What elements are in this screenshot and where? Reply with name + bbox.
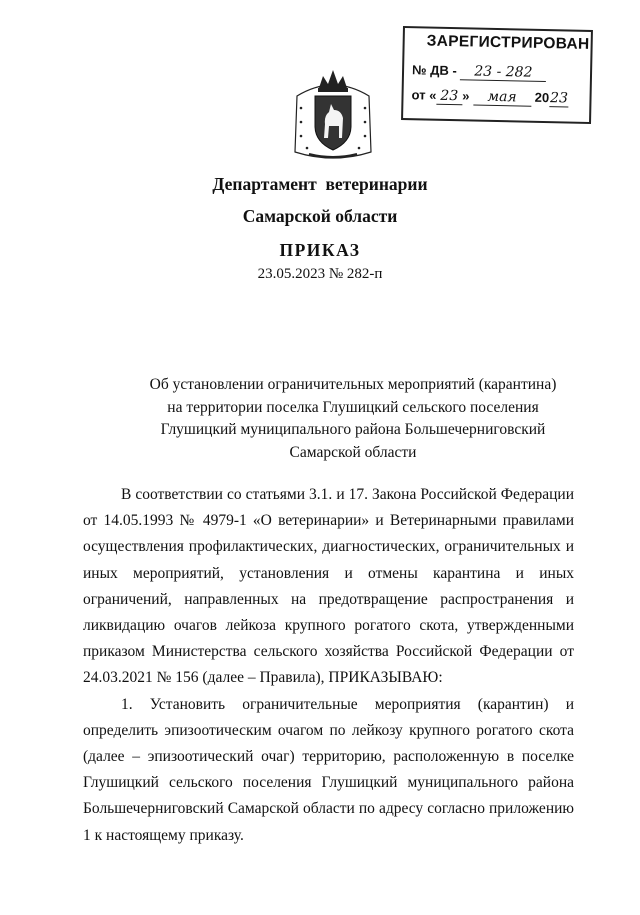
order-title: ПРИКАЗ <box>279 240 361 260</box>
body-line: Глушицкий сельского поселения Глушицкий муниципального района <box>83 774 574 792</box>
stamp-year-suffix: 23 <box>549 90 569 107</box>
department-line-1: Департамент ветеринарии <box>212 174 428 194</box>
order-body <box>83 482 574 849</box>
stamp-registration-row <box>412 62 547 82</box>
subject-line: Глушицкий муниципального района Большечерниговский <box>160 421 546 438</box>
stamp-date-prefix: от « <box>411 87 437 103</box>
body-line: ликвидацию очагов лейкоза крупного рогатого скота, утвержденными <box>83 617 574 635</box>
body-line: В соответствии со статьями 3.1. и 17. Закона Российской Федерации <box>121 486 574 503</box>
stamp-reg-number: 23 - 282 <box>460 63 546 82</box>
body-line: от 14.05.1993 № 4979-1 «О ветеринарии» и Ветеринарными правилами <box>83 512 574 530</box>
body-line: Большечерниговский Самарской области по адресу согласно приложению <box>83 800 574 818</box>
department-line-2: Самарской области <box>242 206 398 226</box>
samara-coat-of-arms-icon <box>291 66 375 162</box>
stamp-month: мая <box>473 89 531 107</box>
body-line: осуществления профилактических, диагностических, ограничительных и <box>83 538 574 556</box>
department-name <box>0 168 640 232</box>
body-line: иных мероприятий, установления и отмены карантина и иных <box>83 564 574 582</box>
stamp-day: 23 <box>436 88 462 106</box>
body-line: (далее – эпизоотический очаг) территорию, расположенную в поселке <box>83 748 574 766</box>
body-line: 1. Установить ограничительные мероприятия (карантин) и <box>121 695 574 713</box>
subject-line: на территории поселка Глушицкий сельского поселения <box>167 398 539 416</box>
stamp-reg-prefix: № ДВ - <box>411 62 457 79</box>
body-line: приказом Министерства сельского хозяйства Российской Федерации от <box>83 643 574 661</box>
body-line: 24.03.2021 № 156 (далее – Правила), ПРИКАЗЫВАЮ: <box>83 669 443 687</box>
order-subject <box>118 374 588 464</box>
stamp-title: ЗАРЕГИСТРИРОВАН <box>426 32 590 53</box>
stamp-date-row <box>411 87 569 107</box>
stamp-year-prefix: 20 <box>534 89 550 106</box>
body-line: 1 к настоящему приказу. <box>83 826 244 844</box>
order-number: 23.05.2023 № 282-п <box>257 266 383 282</box>
registration-stamp <box>401 26 593 124</box>
paragraph-item-1 <box>83 692 574 849</box>
stamp-date-mid: » <box>462 88 470 104</box>
subject-line: Самарской области <box>289 443 417 461</box>
body-line: определить эпизоотическим очагом по лейкозу крупного рогатого скота <box>83 721 574 739</box>
subject-line: Об установлении ограничительных мероприятий (карантина) <box>149 376 557 393</box>
body-line: ограничений, направленных на предотвращение распространения и <box>83 590 574 608</box>
paragraph-preamble <box>83 482 574 692</box>
